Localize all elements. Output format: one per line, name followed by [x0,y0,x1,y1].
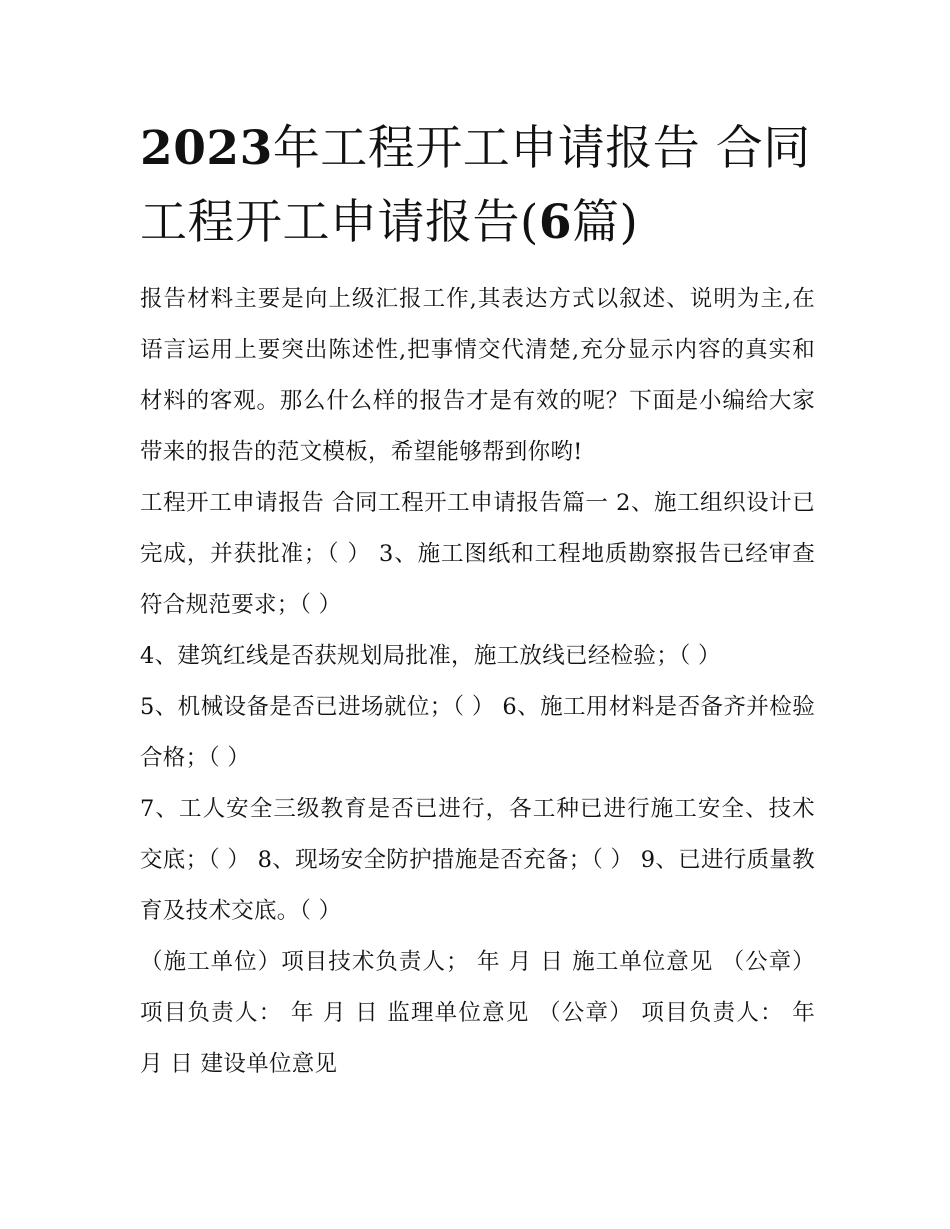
document-body [140,274,815,1090]
title-year: 2023 [140,121,273,176]
paragraph: 4、建筑红线是否获规划局批准，施工放线已经检验；（ ） [140,643,721,669]
title-end: 篇) [572,195,639,250]
signature-paragraph: （施工单位）项目技术负责人； 年 月 日 施工单位意见 （公章） 项目负责人： 年 月 日 监理单位意见 （公章） 项目负责人： 年 月 日 建设单位意见 [140,949,815,1077]
document-title [140,112,815,260]
paragraph: 7、工人安全三级教育是否已进行，各工种已进行施工安全、技术交底；（ ） 8、现场安全防护措施是否充备；（ ） 9、已进行质量教育及技术交底。（ ） [140,796,815,924]
document-page [140,112,815,1090]
intro-paragraph: 报告材料主要是向上级汇报工作,其表达方式以叙述、说明为主,在语言运用上要突出陈述性,把事情交代清楚,充分显示内容的真实和材料的客观。那么什么样的报告才是有效的呢？下面是小编给大家带来的报告的范文模板，希望能够帮到你哟! [140,286,815,465]
title-count: 6 [538,195,573,250]
paragraph: 工程开工申请报告 合同工程开工申请报告篇一 2、施工组织设计已完成，并获批准；（ ） 3、施工图纸和工程地质勘察报告已经审查符合规范要求；（ ） [140,490,815,618]
title-text: 年工程开工申请报告 合同工程开工申请报告( [140,121,811,250]
paragraph: 5、机械设备是否已进场就位；（ ） 6、施工用材料是否备齐并检验合格；（ ） [140,694,815,771]
